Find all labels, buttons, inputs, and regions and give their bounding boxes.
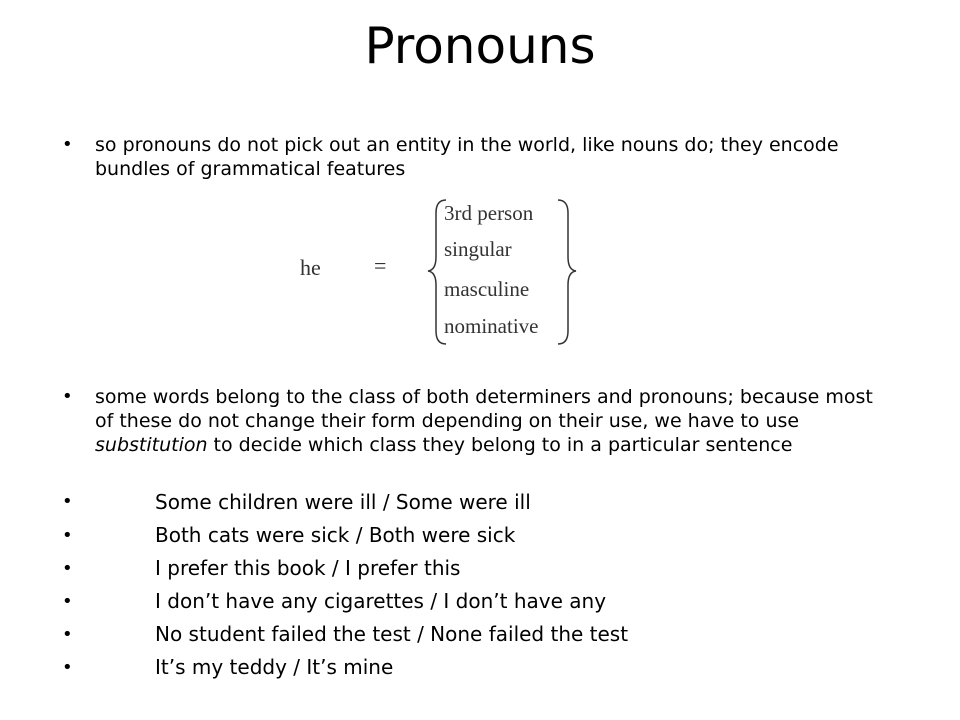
bullet-marker: •	[62, 491, 73, 512]
figure-equals-sign: =	[374, 253, 387, 278]
bullet-marker: •	[62, 134, 73, 155]
bullet-text-part: to decide which class they belong to in a particular sentence	[207, 434, 793, 456]
bullet-marker: •	[62, 558, 73, 579]
bullet-marker: •	[62, 591, 73, 612]
feature-person: 3rd person	[444, 201, 534, 225]
emphasized-term: substitution	[95, 434, 208, 456]
example-item: Some children were ill / Some were ill	[155, 490, 531, 514]
example-item: It’s my teddy / It’s mine	[155, 655, 394, 679]
bullet-marker: •	[62, 525, 73, 546]
bullet-text-part: some words belong to the class of both determiners and pronouns; because most of these do not change their form depending on their use, we have to use	[95, 386, 873, 432]
bullet-marker: •	[62, 624, 73, 645]
feature-gender: masculine	[444, 277, 530, 301]
slide-title: Pronouns	[364, 17, 596, 75]
example-item: I don’t have any cigarettes / I don’t have any	[155, 589, 607, 613]
feature-number: singular	[444, 237, 512, 261]
curly-braces-icon	[290, 195, 590, 355]
example-item: No student failed the test / None failed the test	[155, 622, 629, 646]
feature-case: nominative	[444, 314, 539, 338]
example-item: I prefer this book / I prefer this	[155, 556, 461, 580]
bullet-marker: •	[62, 386, 73, 407]
figure-word: he	[300, 255, 321, 280]
bullet-marker: •	[62, 657, 73, 678]
example-item: Both cats were sick / Both were sick	[155, 523, 516, 547]
bullet-text-substitution	[95, 385, 895, 457]
feature-bundle-figure	[290, 195, 590, 355]
bullet-text-pronoun-features: so pronouns do not pick out an entity in the world, like nouns do; they encode bundles of grammatical features	[95, 134, 839, 180]
